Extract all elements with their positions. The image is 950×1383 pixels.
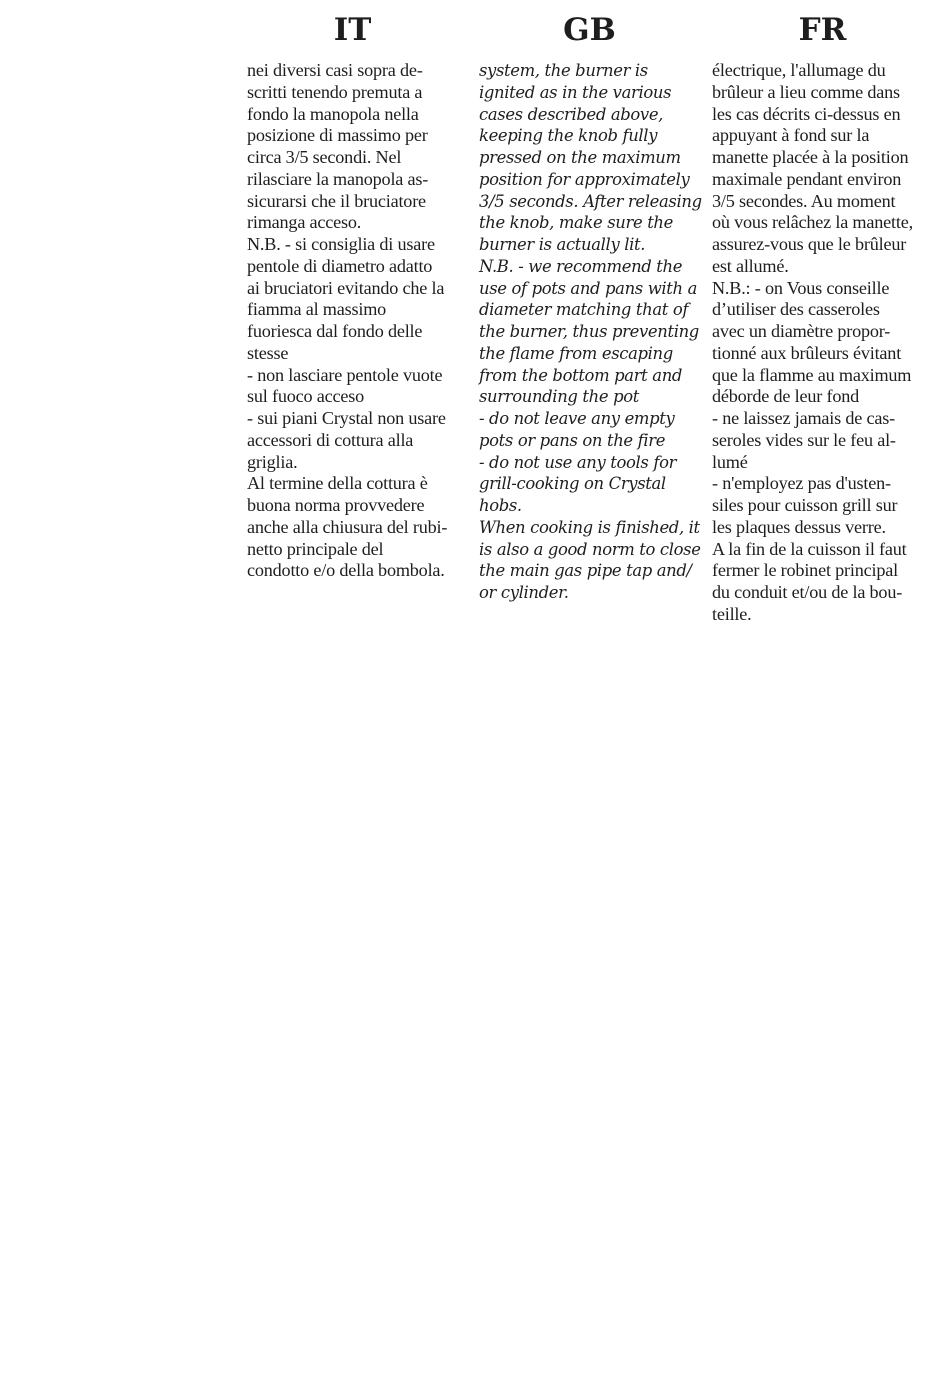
text-line: du conduit et/ou de la bou- <box>712 582 903 602</box>
text-line: pots or pans on the fire <box>479 430 666 450</box>
text-line: hobs. <box>479 496 522 515</box>
text-line: fondo la manopola nella <box>247 103 419 124</box>
text-line: fiamma al massimo <box>247 299 387 320</box>
text-line: position for approximately <box>479 169 690 189</box>
body-text-it <box>247 60 475 582</box>
text-line: condotto e/o della bombola. <box>247 560 445 581</box>
text-line: the flame from escaping <box>479 343 673 363</box>
text-line: Al termine della cottura è <box>247 473 428 494</box>
text-line: ignited as in the various <box>479 82 672 102</box>
text-line: ai bruciatori evitando che la <box>247 277 445 298</box>
text-line: cases described above, <box>479 104 664 124</box>
text-line: the knob, make sure the <box>479 213 673 233</box>
text-line: is also a good norm to close <box>479 539 701 559</box>
text-line: nei diversi casi sopra de- <box>247 60 423 80</box>
text-line: N.B. - we recommend the <box>479 256 683 276</box>
text-line: sul fuoco acceso <box>247 386 364 407</box>
text-line: fuoriesca dal fondo delle <box>247 321 423 341</box>
text-line: fermer le robinet principal <box>712 560 898 581</box>
text-line: surrounding the pot <box>479 387 639 407</box>
text-line: A la fin de la cuisson il faut <box>712 538 907 559</box>
body-text-fr <box>712 60 940 626</box>
text-line: keeping the knob fully <box>479 126 658 146</box>
text-line: que la flamme au maximum <box>712 364 912 385</box>
text-line: from the bottom part and <box>479 365 683 385</box>
body-text-gb <box>479 60 707 604</box>
text-line: avec un diamètre propor- <box>712 321 891 341</box>
text-line: posizione di massimo per <box>247 125 428 146</box>
text-line: or cylinder. <box>479 583 569 602</box>
text-line: buona norma provvedere <box>247 495 425 515</box>
text-line: lumé <box>712 451 748 472</box>
text-line: déborde de leur fond <box>712 386 859 407</box>
text-line: - sui piani Crystal non usare <box>247 408 446 428</box>
text-line: pressed on the maximum <box>479 148 681 167</box>
text-line: use of pots and pans with a <box>479 278 698 298</box>
text-line: N.B. - si consiglia di usare <box>247 234 435 254</box>
text-line: anche alla chiusura del rubi- <box>247 516 448 537</box>
text-line: accessori di cottura alla <box>247 429 414 450</box>
text-line: - do not leave any empty <box>479 409 675 428</box>
text-line: stesse <box>247 342 289 363</box>
text-line: - do not use any tools for <box>479 452 677 472</box>
text-line: the main gas pipe tap and/ <box>479 561 692 581</box>
text-line: sicurarsi che il bruciatore <box>247 190 426 211</box>
text-line: électrique, l'allumage du <box>712 60 886 80</box>
text-line: the burner, thus preventing <box>479 322 699 341</box>
text-line: - non lasciare pentole vuote <box>247 364 443 385</box>
text-line: rimanga acceso. <box>247 212 362 233</box>
text-line: les plaques dessus verre. <box>712 516 886 537</box>
text-line: où vous relâchez la manette, <box>712 212 913 233</box>
text-line: When cooking is finished, it <box>479 517 700 537</box>
text-line: seroles vides sur le feu al- <box>712 429 896 450</box>
text-line: tionné aux brûleurs évitant <box>712 342 902 363</box>
text-line: system, the burner is <box>479 61 648 80</box>
text-line: teille. <box>712 603 752 624</box>
text-line: siles pour cuisson grill sur <box>712 495 898 515</box>
text-line: brûleur a lieu comme dans <box>712 81 900 102</box>
text-line: est allumé. <box>712 255 789 276</box>
text-line: circa 3/5 secondi. Nel <box>247 147 402 167</box>
text-line: burner is actually lit. <box>479 235 646 254</box>
text-line: scritti tenendo premuta a <box>247 81 423 102</box>
column-french <box>712 0 940 626</box>
text-line: appuyant à fond sur la <box>712 125 870 146</box>
text-line: maximale pendant environ <box>712 168 902 189</box>
column-italian <box>247 0 475 582</box>
text-line: manette placée à la position <box>712 147 909 167</box>
language-heading-gb: GB <box>563 12 616 48</box>
text-line: - n'employez pas d'usten- <box>712 473 891 494</box>
text-line: N.B.: - on Vous conseille <box>712 277 890 298</box>
language-heading-it: IT <box>333 12 372 48</box>
text-line: assurez-vous que le brûleur <box>712 234 907 254</box>
text-line: les cas décrits ci-dessus en <box>712 103 901 124</box>
text-line: - ne laissez jamais de cas- <box>712 408 895 428</box>
text-line: 3/5 secondes. Au moment <box>712 190 896 211</box>
text-line: griglia. <box>247 451 298 472</box>
text-line: 3/5 seconds. After releasing <box>479 191 702 211</box>
language-heading-fr: FR <box>798 12 847 48</box>
text-line: d’utiliser des casseroles <box>712 299 880 320</box>
text-line: grill-cooking on Crystal <box>479 474 666 494</box>
text-line: diameter matching that of <box>479 300 689 320</box>
text-line: rilasciare la manopola as- <box>247 168 429 189</box>
text-line: netto principale del <box>247 538 384 559</box>
column-english <box>479 0 707 604</box>
text-line: pentole di diametro adatto <box>247 255 433 276</box>
